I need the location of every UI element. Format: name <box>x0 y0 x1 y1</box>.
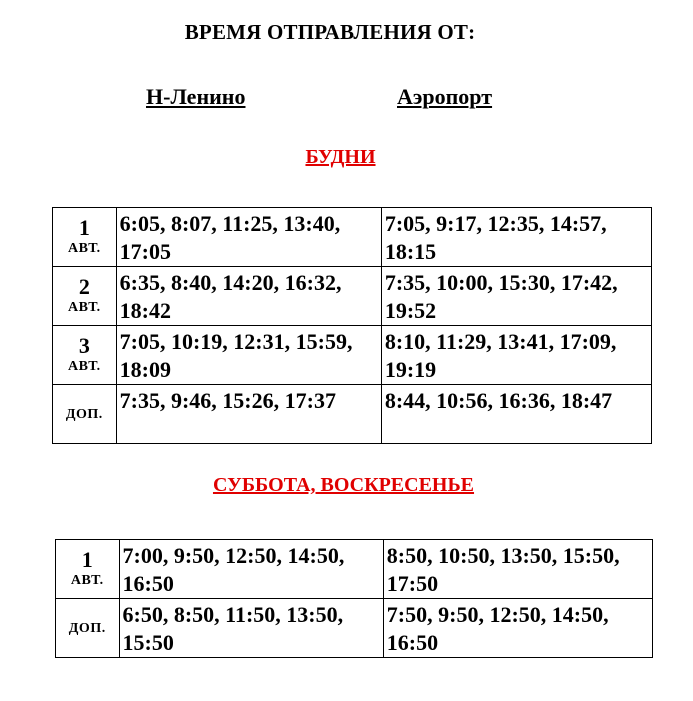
table-row <box>53 267 652 326</box>
bus-label: ДОП. <box>68 621 106 636</box>
bus-cell <box>53 267 117 326</box>
bus-label: ДОП. <box>65 407 103 422</box>
bus-cell <box>56 599 120 658</box>
to-times-cell: 7:50, 9:50, 12:50, 14:50, 16:50 <box>383 599 652 658</box>
bus-number: 1 <box>78 215 90 240</box>
table-row <box>56 540 653 599</box>
to-times-cell: 8:44, 10:56, 16:36, 18:47 <box>381 385 651 444</box>
from-times-cell: 6:05, 8:07, 11:25, 13:40, 17:05 <box>116 208 381 267</box>
to-times-cell: 8:10, 11:29, 13:41, 17:09, 19:19 <box>381 326 651 385</box>
weekend-schedule-table <box>55 539 653 658</box>
bus-label: АВТ. <box>67 300 101 315</box>
bus-label: АВТ. <box>67 359 101 374</box>
bus-number: 3 <box>78 333 90 358</box>
weekdays-schedule-table <box>52 207 652 444</box>
from-times-cell: 7:35, 9:46, 15:26, 17:37 <box>116 385 381 444</box>
to-times-cell: 7:35, 10:00, 15:30, 17:42, 19:52 <box>381 267 651 326</box>
bus-cell <box>53 385 117 444</box>
table-row <box>53 208 652 267</box>
table-row <box>53 326 652 385</box>
from-times-cell: 6:50, 8:50, 11:50, 13:50, 15:50 <box>119 599 383 658</box>
departure-from-label: Н-Ленино <box>146 84 246 109</box>
bus-cell <box>53 208 117 267</box>
table-row <box>56 599 653 658</box>
table-row <box>53 385 652 444</box>
to-times-cell: 8:50, 10:50, 13:50, 15:50, 17:50 <box>383 540 652 599</box>
weekdays-heading: БУДНИ <box>305 146 376 168</box>
from-times-cell: 7:00, 9:50, 12:50, 14:50, 16:50 <box>119 540 383 599</box>
bus-number: 2 <box>78 274 90 299</box>
weekend-heading: СУББОТА, ВОСКРЕСЕНЬЕ <box>212 474 475 496</box>
page-title: ВРЕМЯ ОТПРАВЛЕНИЯ ОТ: <box>184 20 476 44</box>
to-times-cell: 7:05, 9:17, 12:35, 14:57, 18:15 <box>381 208 651 267</box>
from-times-cell: 7:05, 10:19, 12:31, 15:59, 18:09 <box>116 326 381 385</box>
from-times-cell: 6:35, 8:40, 14:20, 16:32, 18:42 <box>116 267 381 326</box>
bus-label: АВТ. <box>67 241 101 256</box>
bus-cell <box>53 326 117 385</box>
departure-to-label: Аэропорт <box>397 84 493 109</box>
bus-cell <box>56 540 120 599</box>
bus-label: АВТ. <box>70 573 104 588</box>
bus-number: 1 <box>81 547 93 572</box>
